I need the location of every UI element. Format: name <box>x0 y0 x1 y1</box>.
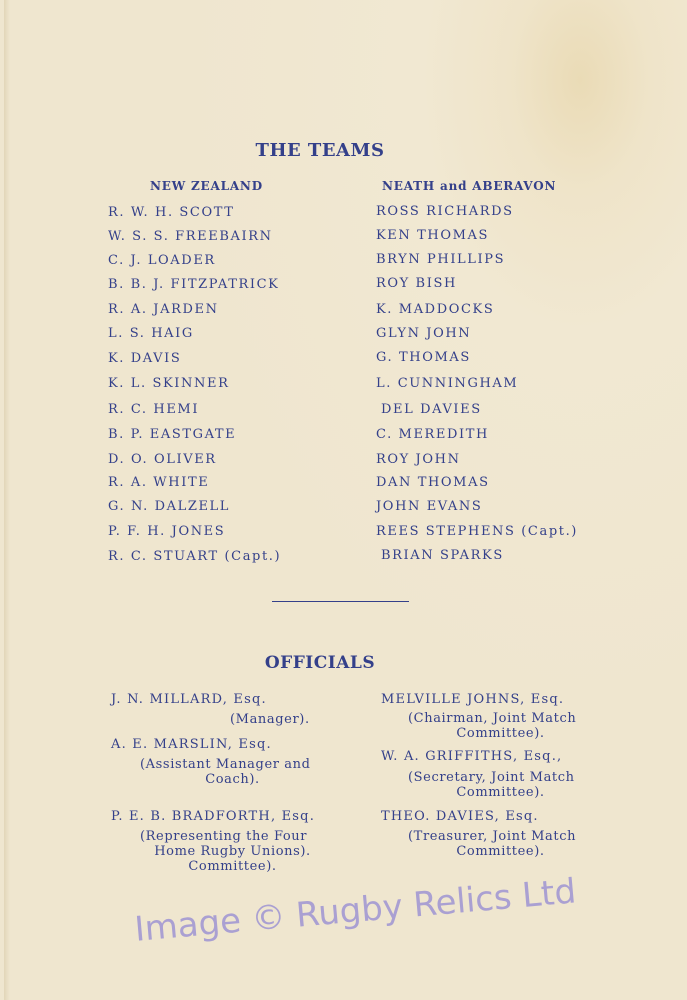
watermark-text: Image © Rugby Relics Ltd <box>133 871 578 950</box>
neath-aberavon-player: BRYN PHILLIPS <box>376 252 506 267</box>
official-role-line: Committee). <box>188 859 277 874</box>
new-zealand-player: R. C. HEMI <box>108 402 200 417</box>
new-zealand-player: L. S. HAIG <box>108 326 194 341</box>
official-role-line: (Chairman, Joint Match <box>408 711 577 726</box>
right-official-role <box>408 829 593 859</box>
neath-aberavon-player: DAN THOMAS <box>376 475 490 490</box>
right-official-name: W. A. GRIFFITHS, Esq., <box>381 749 563 764</box>
left-official-name: A. E. MARSLIN, Esq. <box>111 737 272 752</box>
new-zealand-player: G. N. DALZELL <box>108 499 231 514</box>
neath-aberavon-header: NEATH and ABERAVON <box>382 179 557 193</box>
left-official-role <box>230 712 350 727</box>
section-divider <box>272 601 409 602</box>
official-role-line: Home Rugby Unions). <box>154 844 311 859</box>
new-zealand-player: C. J. LOADER <box>108 253 216 268</box>
left-official-role <box>140 757 325 787</box>
official-role-line: (Representing the Four <box>140 829 308 844</box>
new-zealand-player: B. B. J. FITZPATRICK <box>108 277 280 292</box>
new-zealand-player: B. P. EASTGATE <box>108 427 237 442</box>
neath-aberavon-player: ROY JOHN <box>376 452 461 467</box>
new-zealand-player: K. DAVIS <box>108 351 182 366</box>
official-role-line: (Secretary, Joint Match <box>408 770 575 785</box>
official-role-line: Committee). <box>456 844 545 859</box>
neath-aberavon-player: KEN THOMAS <box>376 228 489 243</box>
left-official-name: P. E. B. BRADFORTH, Esq. <box>111 809 316 824</box>
new-zealand-player: W. S. S. FREEBAIRN <box>108 229 273 244</box>
official-role-line: Committee). <box>456 785 545 800</box>
new-zealand-header: NEW ZEALAND <box>150 179 263 193</box>
official-role-line: (Manager). <box>230 712 310 727</box>
right-official-name: THEO. DAVIES, Esq. <box>381 809 539 824</box>
left-official-name: J. N. MILLARD, Esq. <box>111 692 267 707</box>
official-role-line: (Treasurer, Joint Match <box>408 829 577 844</box>
official-role-line: Coach). <box>205 772 260 787</box>
new-zealand-player: R. C. STUART (Capt.) <box>108 549 282 564</box>
left-official-role <box>140 829 325 874</box>
neath-aberavon-player: DEL DAVIES <box>381 402 482 417</box>
new-zealand-player: R. A. WHITE <box>108 475 210 490</box>
new-zealand-player: D. O. OLIVER <box>108 452 217 467</box>
neath-aberavon-player: L. CUNNINGHAM <box>376 376 519 391</box>
neath-aberavon-player: ROSS RICHARDS <box>376 204 514 219</box>
teams-title: THE TEAMS <box>255 140 385 161</box>
officials-title: OFFICIALS <box>264 653 376 673</box>
right-official-name: MELVILLE JOHNS, Esq. <box>381 692 565 707</box>
neath-aberavon-player: BRIAN SPARKS <box>381 548 504 563</box>
official-role-line: (Assistant Manager and <box>140 757 311 772</box>
new-zealand-player: K. L. SKINNER <box>108 376 230 391</box>
neath-aberavon-player: K. MADDOCKS <box>376 302 495 317</box>
neath-aberavon-player: G. THOMAS <box>376 350 471 365</box>
neath-aberavon-player: C. MEREDITH <box>376 427 489 442</box>
neath-aberavon-player: JOHN EVANS <box>376 499 483 514</box>
new-zealand-player: R. W. H. SCOTT <box>108 205 235 220</box>
neath-aberavon-player: REES STEPHENS (Capt.) <box>376 524 578 539</box>
new-zealand-player: P. F. H. JONES <box>108 524 226 539</box>
right-official-role <box>408 770 593 800</box>
new-zealand-player: R. A. JARDEN <box>108 302 219 317</box>
neath-aberavon-player: ROY BISH <box>376 276 457 291</box>
official-role-line: Committee). <box>456 726 545 741</box>
right-official-role <box>408 711 593 741</box>
neath-aberavon-player: GLYN JOHN <box>376 326 472 341</box>
